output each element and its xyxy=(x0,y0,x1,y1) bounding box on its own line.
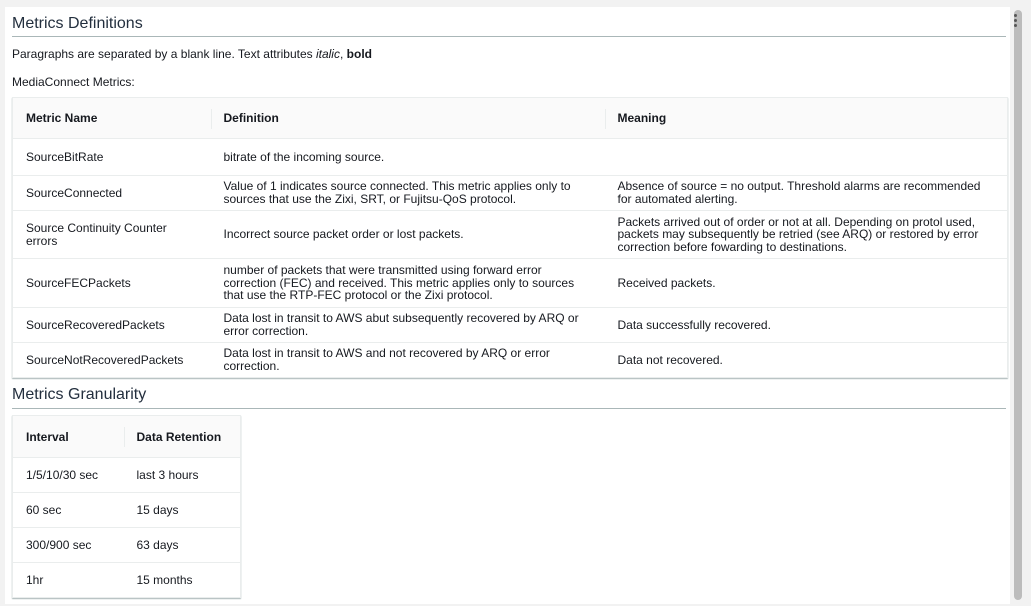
metric-definition: Data lost in transit to AWS and not recovered by ARQ or error correction. xyxy=(223,346,550,373)
metrics-panel xyxy=(5,7,1010,604)
metric-meaning: Packets arrived out of order or not at all. Depending on protol used, packets may subsequently be retried (see ARQ) or restored by error correction before fowarding to destinations. xyxy=(605,211,1008,259)
table-row xyxy=(13,176,1008,211)
table-row xyxy=(13,343,1008,378)
interval: 300/900 sec xyxy=(13,528,124,563)
column-header-meaning[interactable]: Meaning xyxy=(605,98,1008,139)
metric-name: SourceFECPackets xyxy=(13,259,211,308)
table-row xyxy=(13,493,241,528)
metric-meaning: Received packets. xyxy=(605,259,1008,308)
table-row xyxy=(13,259,1008,308)
metric-definition: bitrate of the incoming source. xyxy=(211,139,605,176)
intro-sep: , xyxy=(339,47,347,61)
metric-definition: number of packets that were transmitted using forward error correction (FEC) and received. This metric applies only to sources that use the RTP-FEC protocol or the Zixi protocol. xyxy=(211,259,605,308)
metric-definition: Value of 1 indicates source connected. This metric applies only to sources that use the Zixi, SRT, or Fujitsu-QoS protocol. xyxy=(211,176,605,211)
more-options-icon[interactable] xyxy=(1014,14,1018,29)
metrics-definitions-title: Metrics Definitions xyxy=(12,15,143,32)
table-row xyxy=(13,211,1008,259)
retention: 15 months xyxy=(136,572,193,587)
interval: 1/5/10/30 sec xyxy=(13,458,124,493)
metric-meaning: Data not recovered. xyxy=(617,352,723,367)
interval: 60 sec xyxy=(13,493,124,528)
title-divider xyxy=(12,36,1006,37)
mediaconnect-subtitle: MediaConnect Metrics: xyxy=(12,75,135,89)
interval: 1hr xyxy=(26,572,44,587)
table-row xyxy=(13,308,1008,343)
metric-meaning xyxy=(605,139,1008,176)
intro-text: Paragraphs are separated by a blank line. Text attributes xyxy=(12,47,316,61)
retention: last 3 hours xyxy=(124,458,241,493)
vertical-scrollbar[interactable] xyxy=(1014,10,1022,600)
metrics-granularity-title: Metrics Granularity xyxy=(12,386,147,403)
intro-paragraph xyxy=(12,47,372,61)
metric-definition: Incorrect source packet order or lost packets. xyxy=(211,211,605,259)
metric-name: SourceConnected xyxy=(13,176,211,211)
metric-meaning: Absence of source = no output. Threshold alarms are recommended for automated alerting. xyxy=(605,176,1008,211)
metrics-definitions-table xyxy=(12,97,1008,378)
table-row xyxy=(13,458,241,493)
table-row xyxy=(13,139,1008,176)
metric-name: SourceBitRate xyxy=(13,139,211,176)
granularity-divider xyxy=(12,408,1006,409)
retention: 63 days xyxy=(124,528,241,563)
column-header-metric-name[interactable]: Metric Name xyxy=(13,98,211,139)
intro-bold: bold xyxy=(346,47,372,61)
metric-name: SourceNotRecoveredPackets xyxy=(26,352,184,367)
table-row xyxy=(13,528,241,563)
retention: 15 days xyxy=(124,493,241,528)
table-row xyxy=(13,563,241,598)
column-header-definition[interactable]: Definition xyxy=(211,98,605,139)
metric-definition: Data lost in transit to AWS abut subsequently recovered by ARQ or error correction. xyxy=(211,308,605,343)
metric-meaning: Data successfully recovered. xyxy=(605,308,1008,343)
metric-name: SourceRecoveredPackets xyxy=(13,308,211,343)
metric-name: Source Continuity Counter errors xyxy=(13,211,211,259)
metrics-granularity-table xyxy=(12,415,241,598)
column-header-data-retention[interactable]: Data Retention xyxy=(124,416,241,458)
column-header-interval[interactable]: Interval xyxy=(13,416,124,458)
intro-italic: italic xyxy=(315,47,340,61)
